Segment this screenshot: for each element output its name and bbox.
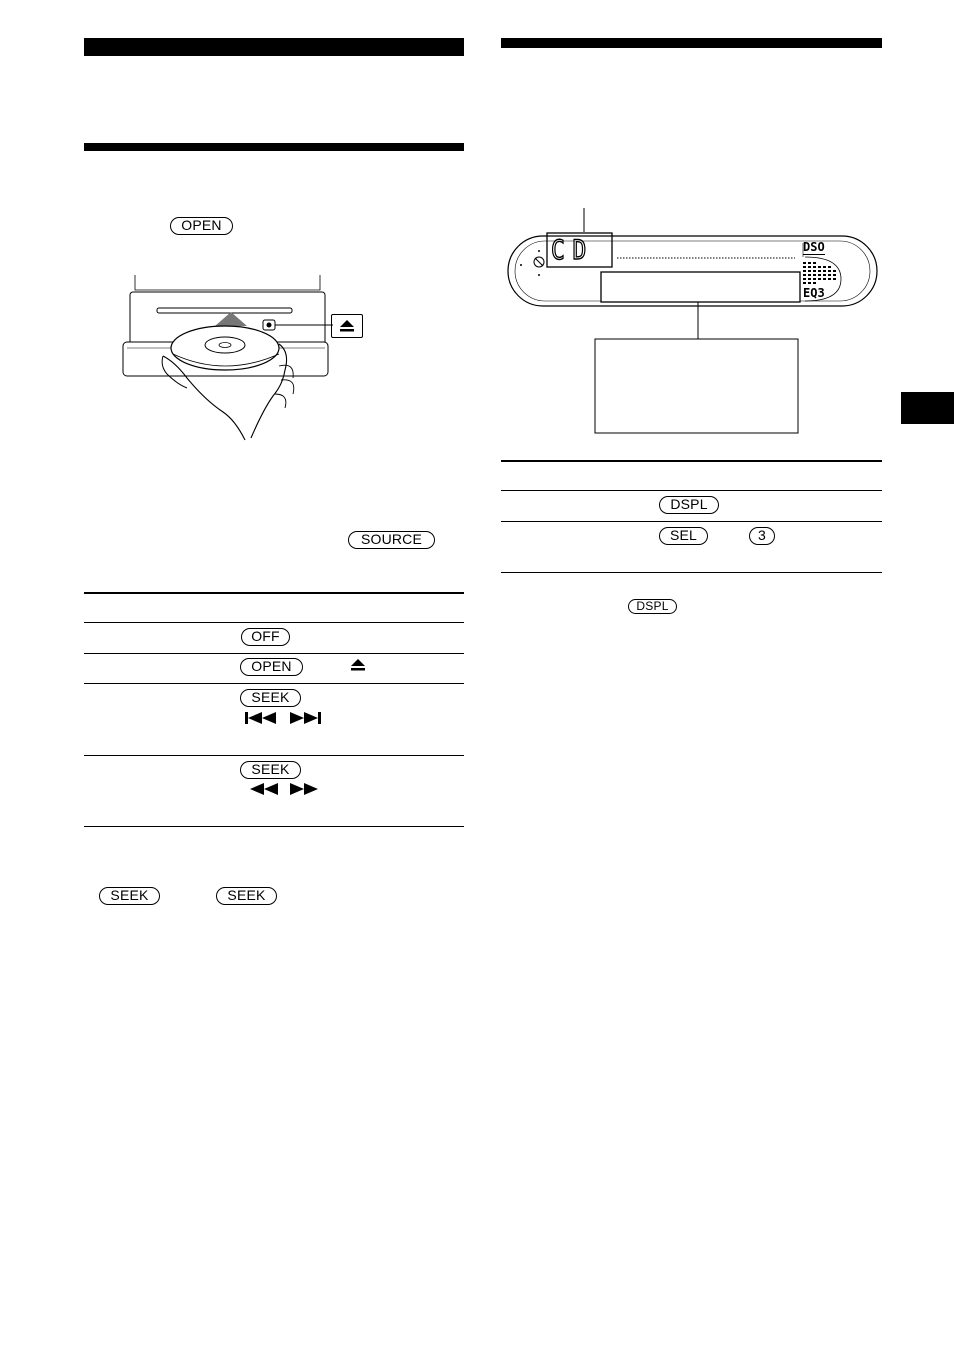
source-button[interactable]: SOURCE bbox=[348, 531, 435, 549]
table-rule bbox=[84, 683, 464, 684]
table-rule bbox=[84, 755, 464, 756]
table-rule bbox=[501, 521, 882, 522]
seek-button[interactable]: SEEK bbox=[240, 761, 301, 779]
section-thumb-tab bbox=[901, 392, 954, 424]
seek-button[interactable]: SEEK bbox=[99, 887, 160, 905]
table-rule bbox=[501, 460, 882, 462]
rewind-fast-forward-icon bbox=[250, 782, 320, 796]
table-rule bbox=[84, 592, 464, 594]
sel-button[interactable]: SEL bbox=[659, 527, 708, 545]
display-source-text: CD bbox=[551, 235, 594, 266]
table-rule bbox=[84, 826, 464, 827]
cd-insert-illustration bbox=[115, 270, 375, 450]
table-rule bbox=[84, 622, 464, 623]
seek-button[interactable]: SEEK bbox=[216, 887, 277, 905]
subsection-header-bar bbox=[84, 143, 464, 151]
dspl-button[interactable]: DSPL bbox=[628, 599, 677, 614]
table-rule bbox=[501, 490, 882, 491]
skip-prev-next-icon bbox=[245, 711, 325, 725]
eq-indicator: EQ3 bbox=[803, 286, 825, 300]
eject-icon bbox=[339, 319, 355, 333]
dspl-button[interactable]: DSPL bbox=[659, 496, 719, 514]
seek-button[interactable]: SEEK bbox=[240, 689, 301, 707]
open-button[interactable]: OPEN bbox=[170, 217, 233, 235]
open-button[interactable]: OPEN bbox=[240, 658, 303, 676]
number-3-button[interactable]: 3 bbox=[749, 527, 775, 545]
off-button[interactable]: OFF bbox=[241, 628, 290, 646]
table-rule bbox=[501, 572, 882, 573]
dso-indicator: DSO bbox=[803, 240, 825, 254]
table-rule bbox=[84, 653, 464, 654]
section-header-bar bbox=[84, 38, 464, 56]
eject-button[interactable] bbox=[331, 314, 363, 338]
section-header-bar bbox=[501, 38, 882, 48]
eject-icon bbox=[350, 658, 366, 672]
